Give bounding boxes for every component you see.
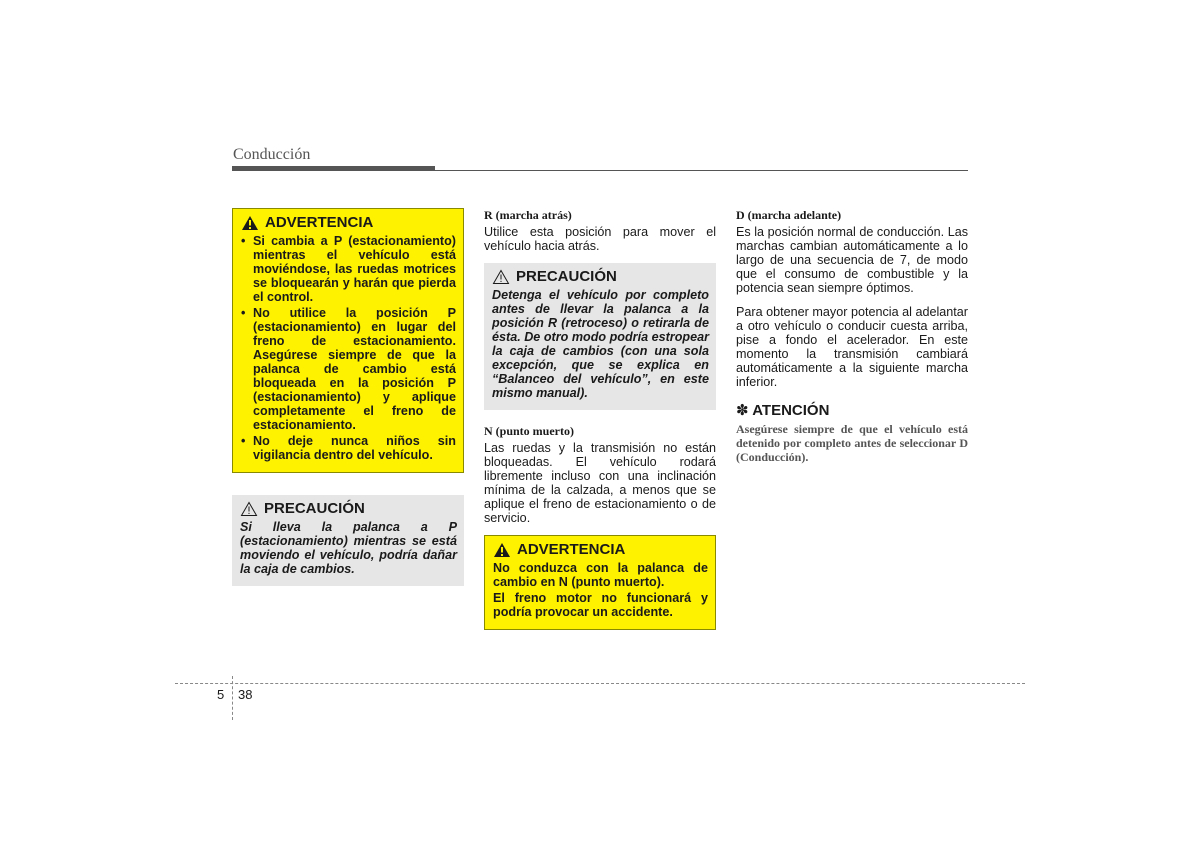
caution-triangle-icon <box>492 269 510 285</box>
warning-title <box>493 542 708 558</box>
warning-triangle-icon <box>241 215 259 231</box>
caution-text: Si lleva la palanca a P (estacionamiento) mientras se está moviendo el vehículo, podría dañar la caja de cambios. <box>240 520 457 576</box>
note-text: Asegúrese siempre de que el vehículo está detenido por completo antes de seleccionar D (Conducción). <box>736 422 968 464</box>
caution-text: Detenga el vehículo por completo antes de llevar la palanca a la posición R (retroceso) o retirarla de ésta. De otro modo podría estropear la caja de cambios (con una sola excepción, que se explica en “Balanceo del vehículo”, en este mismo manual). <box>492 288 709 400</box>
header-rule-thick <box>232 166 435 171</box>
note-title-text: ATENCIÓN <box>752 402 830 419</box>
n-heading: N (punto muerto) <box>484 424 574 438</box>
column-3 <box>736 208 968 464</box>
caution-box-reverse <box>484 263 716 410</box>
caution-title <box>492 269 709 285</box>
warning-list <box>241 234 456 462</box>
footer-divider <box>175 683 1025 684</box>
section-title: Conducción <box>233 146 311 163</box>
warning-triangle-icon <box>493 542 511 558</box>
d-heading: D (marcha adelante) <box>736 208 842 222</box>
column-1 <box>232 208 464 586</box>
header-rule-thin <box>435 170 968 171</box>
caution-title <box>240 501 457 517</box>
warning-title <box>241 215 456 231</box>
note-title <box>736 401 968 419</box>
chapter-number: 5 <box>217 687 225 702</box>
r-text: Utilice esta posición para mover el vehículo hacia atrás. <box>484 225 716 253</box>
list-item: • Si cambia a P (estacionamiento) mientras el vehículo está moviéndose, las ruedas motrices se bloquearán y harán que pierda el control. <box>241 234 456 304</box>
footer-page-divider <box>232 676 233 720</box>
warning-title-text: ADVERTENCIA <box>517 541 626 558</box>
caution-title-text: PRECAUCIÓN <box>516 268 617 285</box>
list-item: • No utilice la posición P (estacionamiento) en lugar del freno de estacionamiento. Asegúrese siempre de que la palanca de cambio está bloqueada en la posición P (estacionamiento) y aplique completamente el freno de estacionamiento. <box>241 306 456 432</box>
d-text: Para obtener mayor potencia al adelantar a otro vehículo o conducir cuesta arriba, pise a fondo el acelerador. En este momento la transmisión cambiará automáticamente a la siguiente marcha inferior. <box>736 305 968 389</box>
caution-title-text: PRECAUCIÓN <box>264 500 365 517</box>
caution-box-park <box>232 495 464 586</box>
r-heading: R (marcha atrás) <box>484 208 572 222</box>
warning-box-park <box>232 208 464 473</box>
column-2 <box>484 208 716 630</box>
page-number: 38 <box>238 687 253 702</box>
d-text: Es la posición normal de conducción. Las marchas cambian automáticamente a lo largo de una secuencia de 7, de modo que el consumo de combustible y la potencia sean siempre óptimos. <box>736 225 968 295</box>
warning-title-text: ADVERTENCIA <box>265 214 374 231</box>
warning-text: El freno motor no funcionará y podría provocar un accidente. <box>493 591 708 619</box>
warning-box-neutral <box>484 535 716 630</box>
list-item: • No deje nunca niños sin vigilancia dentro del vehículo. <box>241 434 456 462</box>
n-text: Las ruedas y la transmisión no están bloqueadas. El vehículo rodará libremente incluso con una inclinación mínima de la calzada, a menos que se aplique el freno de estacionamiento o de servicio. <box>484 441 716 525</box>
warning-text: No conduzca con la palanca de cambio en N (punto muerto). <box>493 561 708 589</box>
asterisk-icon: ✽ <box>736 402 749 419</box>
caution-triangle-icon <box>240 501 258 517</box>
